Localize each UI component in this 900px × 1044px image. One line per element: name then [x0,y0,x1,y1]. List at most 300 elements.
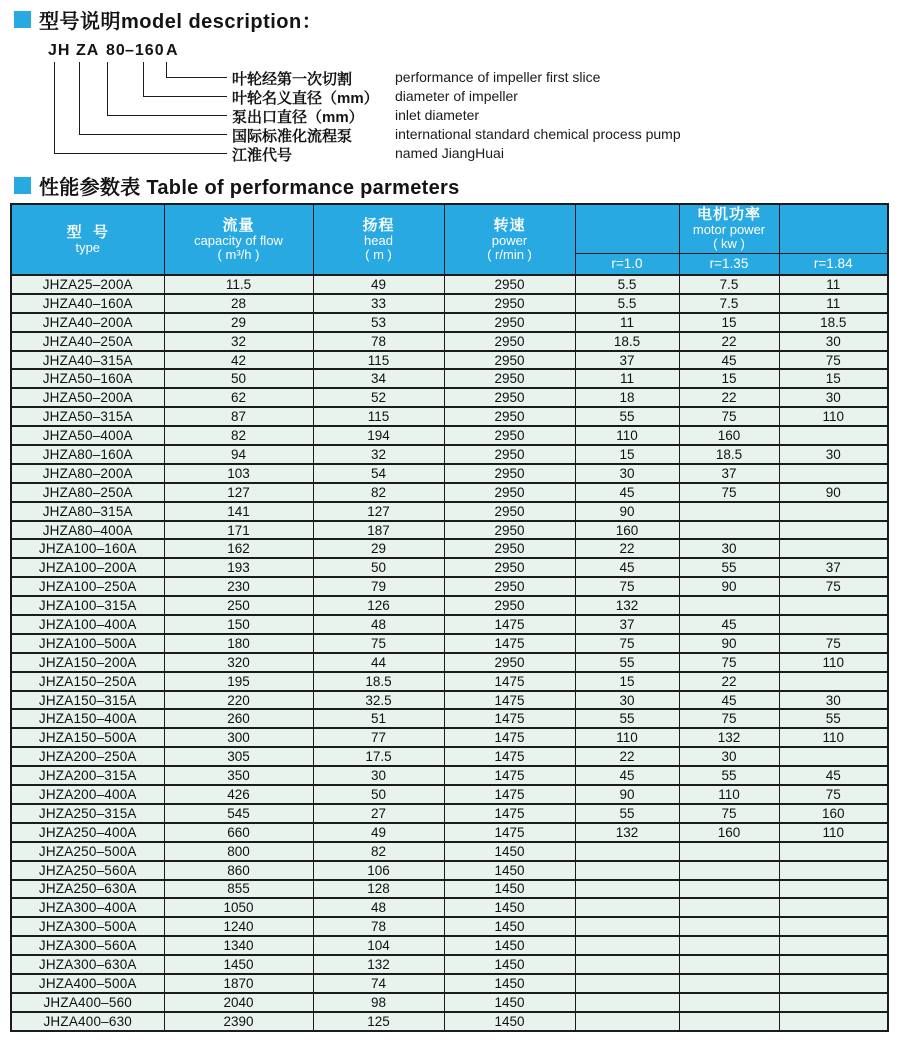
cell-type: JHZA250–560A [11,861,164,880]
diagram-label-cn: 江淮代号 [232,147,293,164]
cell-speed: 2950 [444,464,575,483]
cell-flow: 230 [164,577,313,596]
cell-flow: 82 [164,426,313,445]
cell-r135: 7.5 [679,275,779,294]
cell-flow: 220 [164,691,313,710]
cell-speed: 1475 [444,672,575,691]
cell-type: JHZA200–315A [11,766,164,785]
cell-head: 98 [313,993,444,1012]
cell-head: 82 [313,483,444,502]
table-row [11,539,888,558]
cell-flow: 150 [164,615,313,634]
cell-r10: 110 [575,426,679,445]
cell-type: JHZA200–250A [11,747,164,766]
cell-head: 27 [313,804,444,823]
cell-r184 [779,993,888,1012]
cell-r184: 11 [779,294,888,313]
cell-head: 34 [313,369,444,388]
cell-r10 [575,936,679,955]
section-title-performance-table: 性能参数表 Table of performance parmeters [39,177,460,199]
cell-r184 [779,596,888,615]
cell-flow: 171 [164,521,313,540]
cell-r135: 55 [679,766,779,785]
cell-speed: 1475 [444,804,575,823]
cell-head: 53 [313,313,444,332]
cell-flow: 320 [164,653,313,672]
table-row [11,502,888,521]
col-header-r184: r=1.84 [779,253,888,275]
cell-head: 48 [313,898,444,917]
cell-speed: 2950 [444,596,575,615]
cell-r184: 30 [779,332,888,351]
cell-type: JHZA100–250A [11,577,164,596]
col-header-head: 扬程 head ( m ) [313,204,444,275]
diagram-label-en: inlet diameter [395,107,480,123]
model-code-token: –160 [125,42,165,59]
cell-r135: 75 [679,653,779,672]
cell-flow: 103 [164,464,313,483]
cell-r184: 30 [779,388,888,407]
table-row [11,861,888,880]
cell-flow: 1870 [164,974,313,993]
cell-speed: 1475 [444,766,575,785]
cell-head: 194 [313,426,444,445]
table-row [11,842,888,861]
cell-r10 [575,861,679,880]
cell-type: JHZA50–315A [11,407,164,426]
table-row [11,275,888,294]
table-row [11,388,888,407]
cell-speed: 1475 [444,785,575,804]
cell-speed: 1475 [444,823,575,842]
cell-r184: 75 [779,351,888,370]
cell-type: JHZA40–250A [11,332,164,351]
cell-type: JHZA80–200A [11,464,164,483]
cell-r135: 75 [679,407,779,426]
cell-r10: 30 [575,464,679,483]
cell-r184: 30 [779,445,888,464]
cell-speed: 1450 [444,917,575,936]
cell-r135: 30 [679,747,779,766]
cell-r10: 55 [575,709,679,728]
cell-speed: 2950 [444,521,575,540]
cell-r10: 132 [575,823,679,842]
cell-r10 [575,974,679,993]
cell-r10: 37 [575,351,679,370]
cell-r135: 75 [679,483,779,502]
cell-r135: 132 [679,728,779,747]
cell-type: JHZA25–200A [11,275,164,294]
cell-flow: 2040 [164,993,313,1012]
col-header-motor-right [779,204,888,253]
cell-flow: 32 [164,332,313,351]
cell-r184: 18.5 [779,313,888,332]
table-row [11,577,888,596]
cell-type: JHZA80–400A [11,521,164,540]
cell-r184 [779,502,888,521]
table-row [11,691,888,710]
cell-speed: 2950 [444,483,575,502]
cell-head: 52 [313,388,444,407]
cell-speed: 2950 [444,369,575,388]
cell-r135: 160 [679,426,779,445]
cell-speed: 2950 [444,407,575,426]
cell-r184 [779,521,888,540]
cell-type: JHZA40–160A [11,294,164,313]
cell-head: 29 [313,539,444,558]
cell-r135 [679,936,779,955]
cell-r184 [779,539,888,558]
cell-flow: 87 [164,407,313,426]
cell-r184: 37 [779,558,888,577]
cell-r184: 45 [779,766,888,785]
table-row [11,898,888,917]
cell-r135: 45 [679,691,779,710]
cell-r10: 90 [575,785,679,804]
cell-speed: 2950 [444,351,575,370]
cell-r184 [779,1012,888,1031]
cell-head: 115 [313,351,444,370]
cell-type: JHZA80–315A [11,502,164,521]
table-row [11,766,888,785]
cell-r184 [779,615,888,634]
cell-r184 [779,955,888,974]
cell-head: 75 [313,634,444,653]
diagram-label-cn: 叶轮经第一次切割 [232,71,353,88]
performance-table [10,203,889,1032]
cell-flow: 127 [164,483,313,502]
cell-head: 127 [313,502,444,521]
cell-r10: 75 [575,634,679,653]
cell-flow: 195 [164,672,313,691]
cell-type: JHZA300–560A [11,936,164,955]
cell-speed: 2950 [444,332,575,351]
section-title-model-description: 型号说明model description： [39,11,323,33]
table-row [11,1012,888,1031]
cell-flow: 260 [164,709,313,728]
cell-type: JHZA100–400A [11,615,164,634]
table-row [11,634,888,653]
cell-speed: 1450 [444,898,575,917]
cell-r10: 55 [575,407,679,426]
cell-r135 [679,1012,779,1031]
cell-flow: 860 [164,861,313,880]
cell-head: 126 [313,596,444,615]
cell-type: JHZA150–250A [11,672,164,691]
cell-type: JHZA100–500A [11,634,164,653]
col-header-motor-power: 电机功率 motor power ( kw ) [679,204,779,253]
cell-flow: 193 [164,558,313,577]
cell-head: 106 [313,861,444,880]
cell-head: 82 [313,842,444,861]
cell-head: 74 [313,974,444,993]
cell-r10: 45 [575,558,679,577]
cell-head: 30 [313,766,444,785]
cell-r135 [679,880,779,899]
table-row [11,880,888,899]
cell-flow: 141 [164,502,313,521]
cell-r10: 75 [575,577,679,596]
cell-flow: 305 [164,747,313,766]
cell-r10: 22 [575,747,679,766]
cell-r10: 11 [575,369,679,388]
cell-speed: 2950 [444,577,575,596]
cell-type: JHZA40–315A [11,351,164,370]
cell-type: JHZA50–160A [11,369,164,388]
cell-speed: 2950 [444,275,575,294]
table-row [11,558,888,577]
cell-r135: 15 [679,313,779,332]
cell-r10 [575,917,679,936]
table-row [11,955,888,974]
cell-type: JHZA150–400A [11,709,164,728]
cell-flow: 1340 [164,936,313,955]
cell-speed: 1475 [444,709,575,728]
cell-type: JHZA100–160A [11,539,164,558]
cell-r135: 45 [679,615,779,634]
cell-r135 [679,955,779,974]
table-row [11,294,888,313]
cell-flow: 660 [164,823,313,842]
cell-speed: 1450 [444,842,575,861]
cell-r184: 110 [779,728,888,747]
cell-r135: 30 [679,539,779,558]
model-code-token: 80 [106,42,126,59]
cell-r135 [679,861,779,880]
diagram-label-cn: 泵出口直径（mm） [232,109,364,126]
table-row [11,917,888,936]
cell-r184 [779,880,888,899]
table-row [11,313,888,332]
table-row [11,785,888,804]
cell-r10: 132 [575,596,679,615]
cell-r10: 160 [575,521,679,540]
cell-speed: 1475 [444,747,575,766]
cell-r135: 18.5 [679,445,779,464]
cell-speed: 1450 [444,993,575,1012]
cell-r135 [679,974,779,993]
model-code-token: ZA [76,42,100,59]
cell-r135: 22 [679,332,779,351]
diagram-label-en: international standard chemical process pump [395,126,681,142]
cell-head: 51 [313,709,444,728]
cell-type: JHZA300–400A [11,898,164,917]
cell-r135: 110 [679,785,779,804]
cell-flow: 94 [164,445,313,464]
table-row [11,426,888,445]
cell-speed: 2950 [444,426,575,445]
diagram-label-cn: 叶轮名义直径（mm） [232,90,379,107]
table-row [11,351,888,370]
cell-head: 77 [313,728,444,747]
cell-r135 [679,917,779,936]
cell-r10: 55 [575,653,679,672]
col-header-r135: r=1.35 [679,253,779,275]
cell-r135: 75 [679,709,779,728]
cell-speed: 1475 [444,728,575,747]
cell-speed: 1450 [444,936,575,955]
cell-type: JHZA50–400A [11,426,164,445]
table-row [11,445,888,464]
cell-r135 [679,993,779,1012]
cell-r10: 30 [575,691,679,710]
cell-head: 32.5 [313,691,444,710]
cell-r184 [779,861,888,880]
model-code-token: A [166,42,179,59]
cell-r135: 90 [679,634,779,653]
cell-speed: 1450 [444,880,575,899]
cell-type: JHZA50–200A [11,388,164,407]
cell-head: 78 [313,917,444,936]
cell-type: JHZA250–630A [11,880,164,899]
diagram-label-cn: 国际标准化流程泵 [232,128,353,145]
cell-r10: 5.5 [575,275,679,294]
cell-r10 [575,880,679,899]
cell-flow: 1050 [164,898,313,917]
cell-r135: 55 [679,558,779,577]
table-row [11,672,888,691]
cell-flow: 800 [164,842,313,861]
cell-type: JHZA400–630 [11,1012,164,1031]
cell-speed: 2950 [444,502,575,521]
cell-r135 [679,502,779,521]
cell-r135: 75 [679,804,779,823]
cell-r135: 22 [679,388,779,407]
cell-flow: 50 [164,369,313,388]
cell-flow: 300 [164,728,313,747]
cell-r10 [575,1012,679,1031]
cell-flow: 162 [164,539,313,558]
table-row [11,709,888,728]
cell-r10: 18.5 [575,332,679,351]
table-row [11,615,888,634]
cell-r184: 75 [779,634,888,653]
cell-r184 [779,936,888,955]
cell-r10: 37 [575,615,679,634]
cell-type: JHZA250–400A [11,823,164,842]
cell-head: 33 [313,294,444,313]
cell-r184: 75 [779,785,888,804]
table-row [11,332,888,351]
cell-speed: 1450 [444,861,575,880]
model-description-section [0,0,900,203]
diagram-label-en: diameter of impeller [395,88,518,104]
cell-head: 48 [313,615,444,634]
cell-r135 [679,898,779,917]
cell-r135 [679,596,779,615]
cell-r184 [779,672,888,691]
cell-r135 [679,842,779,861]
cell-flow: 545 [164,804,313,823]
cell-r10: 110 [575,728,679,747]
cell-r135: 7.5 [679,294,779,313]
cell-head: 187 [313,521,444,540]
cell-r184: 30 [779,691,888,710]
cell-r10: 15 [575,672,679,691]
cell-r10: 90 [575,502,679,521]
cell-type: JHZA300–500A [11,917,164,936]
table-row [11,993,888,1012]
cell-type: JHZA250–315A [11,804,164,823]
col-header-r10: r=1.0 [575,253,679,275]
cell-flow: 28 [164,294,313,313]
cell-speed: 1450 [444,1012,575,1031]
cell-r184: 11 [779,275,888,294]
cell-type: JHZA100–200A [11,558,164,577]
cell-flow: 426 [164,785,313,804]
section-bullet-icon [14,11,31,28]
cell-r10: 22 [575,539,679,558]
section-bullet-icon [14,177,31,194]
cell-r184 [779,917,888,936]
cell-r184 [779,426,888,445]
cell-r184: 110 [779,823,888,842]
cell-head: 17.5 [313,747,444,766]
cell-flow: 2390 [164,1012,313,1031]
cell-type: JHZA80–160A [11,445,164,464]
cell-head: 128 [313,880,444,899]
cell-type: JHZA400–500A [11,974,164,993]
cell-type: JHZA150–500A [11,728,164,747]
cell-r10: 18 [575,388,679,407]
cell-r184 [779,464,888,483]
cell-r184: 160 [779,804,888,823]
cell-r184 [779,842,888,861]
cell-type: JHZA200–400A [11,785,164,804]
cell-r135: 90 [679,577,779,596]
cell-head: 79 [313,577,444,596]
cell-r10: 55 [575,804,679,823]
table-row [11,596,888,615]
cell-type: JHZA80–250A [11,483,164,502]
col-header-motor-left [575,204,679,253]
cell-head: 132 [313,955,444,974]
cell-head: 104 [313,936,444,955]
cell-r10: 45 [575,766,679,785]
cell-head: 50 [313,558,444,577]
cell-r184: 110 [779,407,888,426]
cell-speed: 2950 [444,313,575,332]
table-row [11,483,888,502]
table-row [11,804,888,823]
cell-r184: 75 [779,577,888,596]
cell-flow: 1450 [164,955,313,974]
cell-speed: 2950 [444,539,575,558]
cell-flow: 350 [164,766,313,785]
cell-speed: 2950 [444,653,575,672]
cell-r135: 37 [679,464,779,483]
cell-r10: 45 [575,483,679,502]
table-body [11,275,888,1031]
cell-head: 18.5 [313,672,444,691]
cell-flow: 29 [164,313,313,332]
cell-head: 50 [313,785,444,804]
table-row [11,653,888,672]
cell-r135: 45 [679,351,779,370]
col-header-flow: 流量 capacity of flow ( m³/h ) [164,204,313,275]
cell-head: 49 [313,275,444,294]
cell-r135: 160 [679,823,779,842]
cell-flow: 42 [164,351,313,370]
cell-type: JHZA250–500A [11,842,164,861]
cell-r10 [575,955,679,974]
cell-r184: 15 [779,369,888,388]
cell-flow: 62 [164,388,313,407]
cell-r10 [575,993,679,1012]
cell-speed: 1450 [444,974,575,993]
table-row [11,747,888,766]
cell-r184: 55 [779,709,888,728]
